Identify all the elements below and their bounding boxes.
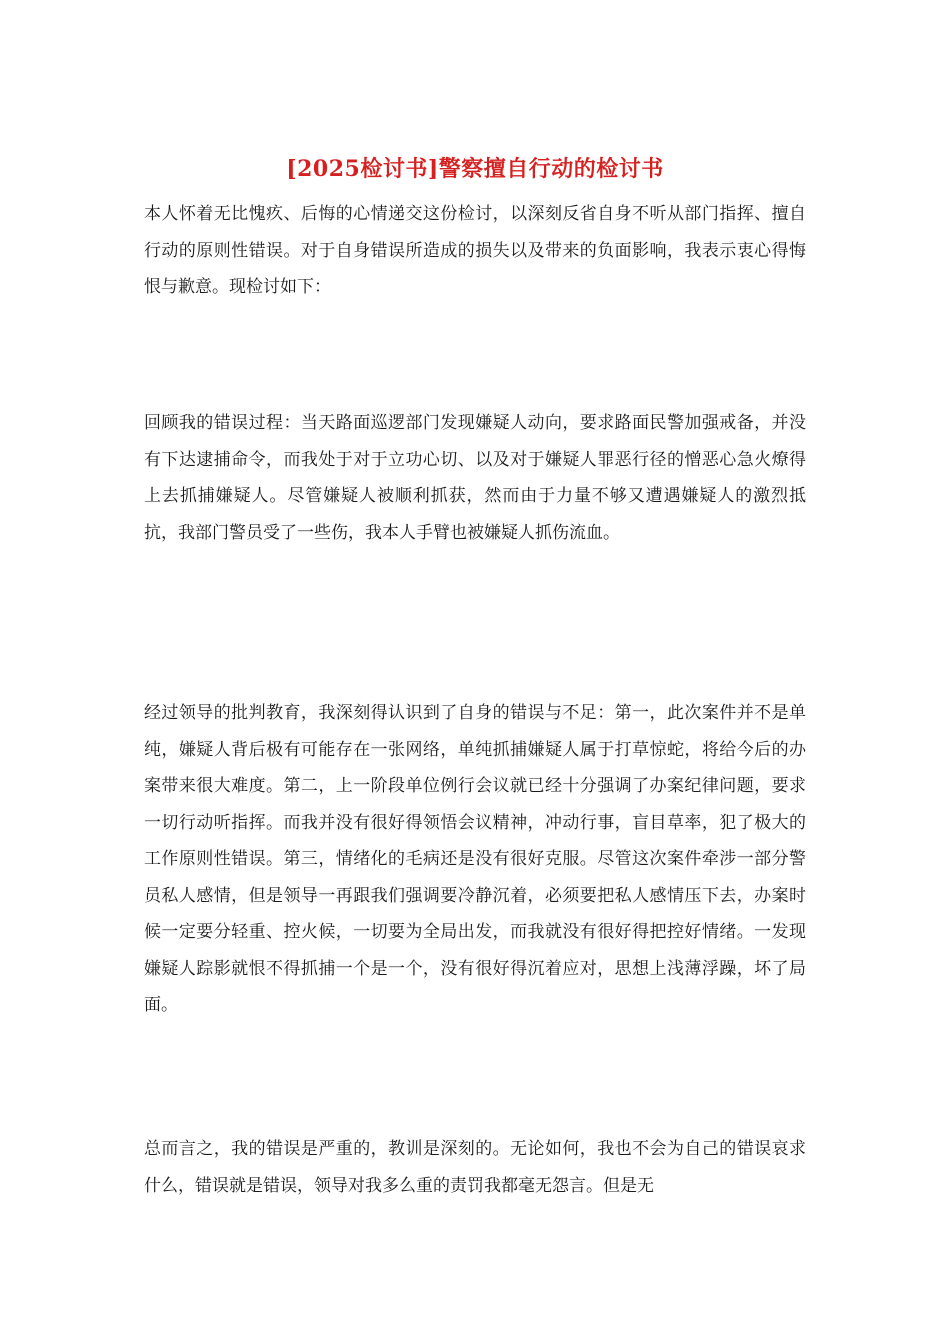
paragraph-intro: 本人怀着无比愧疚、后悔的心情递交这份检讨，以深刻反省自身不听从部门指挥、擅自行动的原则性错误。对于自身错误所造成的损失以及带来的负面影响，我表示衷心得悔恨与歉意。现检讨如下： (144, 204, 806, 297)
paragraph-error-process: 回顾我的错误过程：当天路面巡逻部门发现嫌疑人动向，要求路面民警加强戒备，并没有下达逮捕命令，而我处于对于立功心切、以及对于嫌疑人罪恶行径的憎恶心急火燎得上去抓捕嫌疑人。尽管嫌疑人被顺利抓获，然而由于力量不够又遭遇嫌疑人的激烈抵抗，我部门警员受了一些伤，我本人手臂也被嫌疑人抓伤流血。 (144, 413, 806, 543)
paragraph-self-analysis: 经过领导的批判教育，我深刻得认识到了自身的错误与不足：第一，此次案件并不是单纯，嫌疑人背后极有可能存在一张网络，单纯抓捕嫌疑人属于打草惊蛇，将给今后的办案带来很大难度。第二，上一阶段单位例行会议就已经十分强调了办案纪律问题，要求一切行动听指挥。而我并没有很好得领悟会议精神，冲动行事，盲目草率，犯了极大的工作原则性错误。第三，情绪化的毛病还是没有很好克服。尽管这次案件牵涉一部分警员私人感情，但是领导一再跟我们强调要冷静沉着，必须要把私人感情压下去，办案时候一定要分轻重、控火候，一切要为全局出发，而我就没有很好得把控好情绪。一发现嫌疑人踪影就恨不得抓捕一个是一个，没有很好得沉着应对，思想上浅薄浮躁，坏了局面。 (144, 703, 806, 1015)
document-title: [2025检讨书]警察擅自行动的检讨书 (286, 156, 664, 182)
paragraph-conclusion: 总而言之，我的错误是严重的，教训是深刻的。无论如何，我也不会为自己的错误哀求什么，错误就是错误，领导对我多么重的责罚我都毫无怨言。但是无 (144, 1139, 806, 1196)
